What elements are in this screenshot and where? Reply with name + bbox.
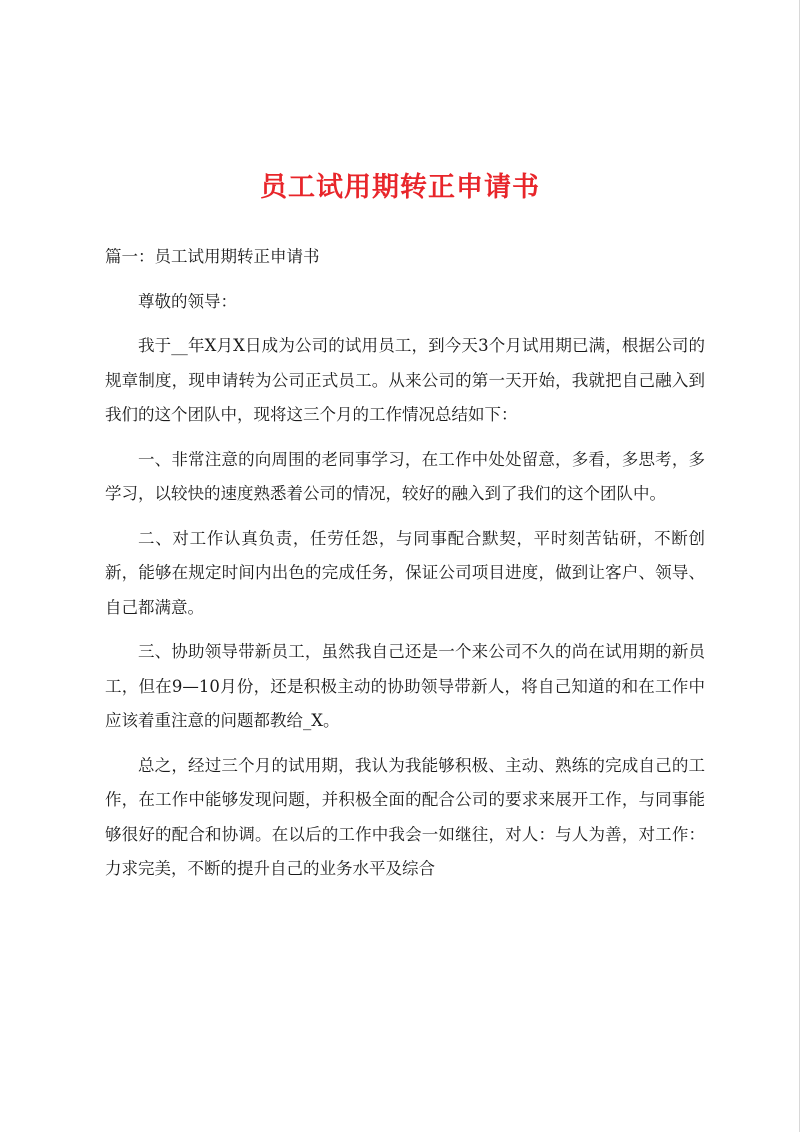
document-title: 员工试用期转正申请书 xyxy=(260,172,540,203)
section-heading: 篇一：员工试用期转正申请书 xyxy=(105,247,320,266)
paragraph-point-3: 三、协助领导带新员工，虽然我自己还是一个来公司不久的尚在试用期的新员工，但在9—10月份，还是积极主动的协助领导带新人，将自己知道的和在工作中应该着重注意的问题都教给_X。 xyxy=(105,642,705,730)
document-body xyxy=(105,240,705,897)
paragraph-summary: 总之，经过三个月的试用期，我认为我能够积极、主动、熟练的完成自己的工作，在工作中能够发现问题，并积极全面的配合公司的要求来展开工作，与同事能够很好的配合和协调。在以后的工作中我会一如继往，对人：与人为善，对工作：力求完美，不断的提升自己的业务水平及综合 xyxy=(105,755,705,878)
paragraph-point-1: 一、非常注意的向周围的老同事学习，在工作中处处留意，多看，多思考，多学习，以较快的速度熟悉着公司的情况，较好的融入到了我们的这个团队中。 xyxy=(105,449,705,503)
salutation: 尊敬的领导： xyxy=(138,291,237,311)
paragraph-intro: 我于__年X月X日成为公司的试用员工，到今天3个月试用期已满，根据公司的规章制度，现申请转为公司正式员工。从来公司的第一天开始，我就把自己融入到我们的这个团队中，现将这三个月的工作情况总结如下： xyxy=(105,336,705,424)
paragraph-point-2: 二、对工作认真负责，任劳任怨，与同事配合默契，平时刻苦钻研，不断创新，能够在规定时间内出色的完成任务，保证公司项目进度，做到让客户、领导、自己都满意。 xyxy=(105,528,705,617)
